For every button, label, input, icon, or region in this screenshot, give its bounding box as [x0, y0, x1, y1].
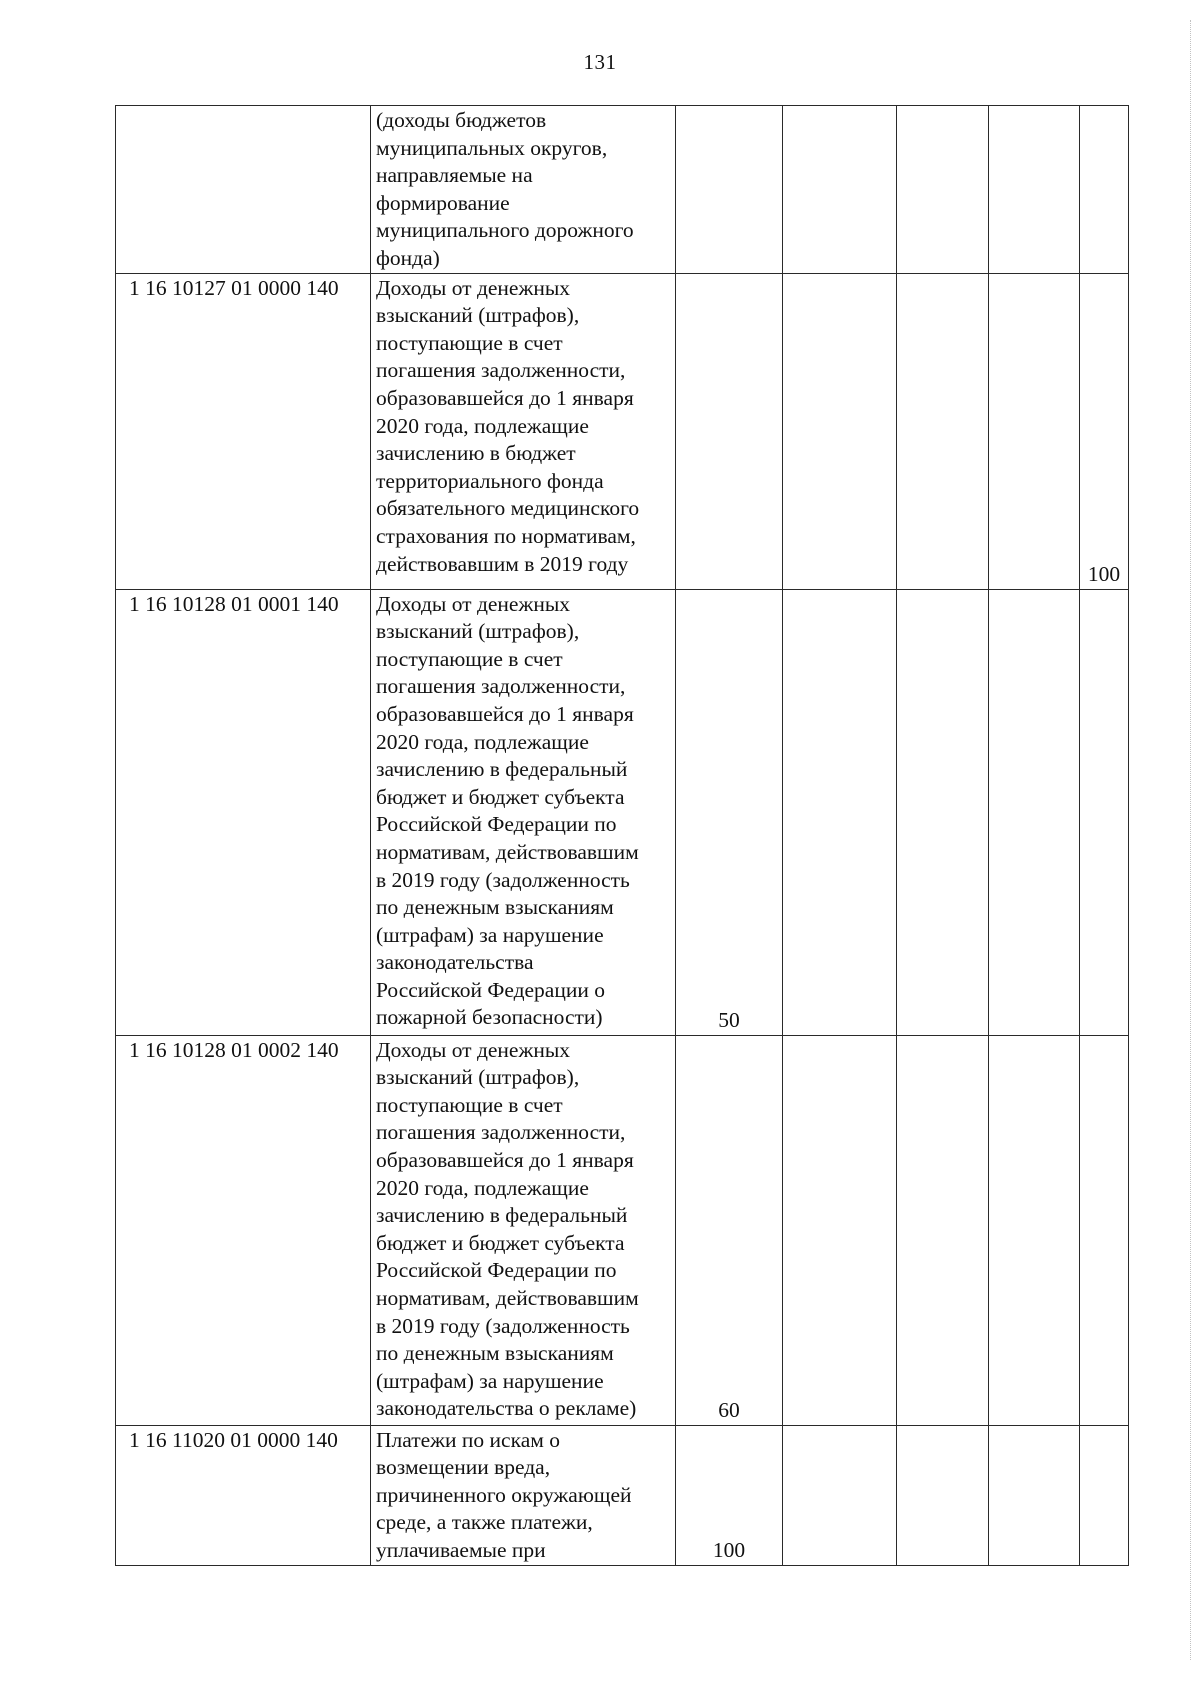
income-description-cell: Доходы от денежных взысканий (штрафов), поступающие в счет погашения задолженности, образовавшейся до 1 января 2020 года, подлежащие зачислению в федеральный бюджет и бюджет субъекта Российской Федерации по нормативам, действовавшим в 2019 году (задолженность по денежным взысканиям (штрафам) за нарушение законодательства о рекламе) [371, 1035, 676, 1425]
norm-value-cell [676, 106, 783, 274]
income-description-cell: Доходы от денежных взысканий (штрафов), поступающие в счет погашения задолженности, образовавшейся до 1 января 2020 года, подлежащие зачислению в бюджет территориального фонда обязательного медицинского страхования по нормативам, действовавшим в 2019 году [371, 273, 676, 589]
table-row [116, 589, 1129, 1035]
income-description-cell: Доходы от денежных взысканий (штрафов), поступающие в счет погашения задолженности, образовавшейся до 1 января 2020 года, подлежащие зачислению в федеральный бюджет и бюджет субъекта Российской Федерации по нормативам, действовавшим в 2019 году (задолженность по денежным взысканиям (штрафам) за нарушение законодательства Российской Федерации о пожарной безопасности) [371, 589, 676, 1035]
norm-value-cell [783, 273, 897, 589]
income-description-cell: Платежи по искам о возмещении вреда, причиненного окружающей среде, а также платежи, уплачиваемые при [371, 1425, 676, 1565]
norm-value-cell [1080, 1425, 1129, 1565]
norm-value-cell [989, 1425, 1080, 1565]
norm-value-cell [783, 1425, 897, 1565]
budget-code-cell: 1 16 11020 01 0000 140 [116, 1425, 371, 1565]
revenue-standards-table [115, 105, 1129, 1566]
table-row [116, 106, 1129, 274]
norm-value-cell: 50 [676, 589, 783, 1035]
norm-value-cell [1080, 589, 1129, 1035]
page-number: 131 [583, 50, 617, 74]
norm-value-cell [897, 106, 989, 274]
norm-value-cell [783, 106, 897, 274]
norm-value-cell [989, 1035, 1080, 1425]
scan-edge-artifact [1190, 20, 1194, 1660]
norm-value-cell [989, 106, 1080, 274]
norm-value-cell [1080, 1035, 1129, 1425]
income-description-cell: (доходы бюджетов муниципальных округов, направляемые на формирование муниципального дорожного фонда) [371, 106, 676, 274]
norm-value-cell: 100 [1080, 273, 1129, 589]
norm-value-cell: 60 [676, 1035, 783, 1425]
budget-code-cell [116, 106, 371, 274]
norm-value-cell [989, 273, 1080, 589]
norm-value-cell [897, 1425, 989, 1565]
norm-value-cell [989, 589, 1080, 1035]
norm-value-cell [897, 1035, 989, 1425]
norm-value-cell [783, 589, 897, 1035]
norm-value-cell [676, 273, 783, 589]
table-row [116, 273, 1129, 589]
budget-code-cell: 1 16 10128 01 0001 140 [116, 589, 371, 1035]
norm-value-cell [783, 1035, 897, 1425]
norm-value-cell [897, 589, 989, 1035]
budget-code-cell: 1 16 10127 01 0000 140 [116, 273, 371, 589]
norm-value-cell: 100 [676, 1425, 783, 1565]
budget-code-cell: 1 16 10128 01 0002 140 [116, 1035, 371, 1425]
table-row [116, 1425, 1129, 1565]
table-row [116, 1035, 1129, 1425]
norm-value-cell [1080, 106, 1129, 274]
norm-value-cell [897, 273, 989, 589]
